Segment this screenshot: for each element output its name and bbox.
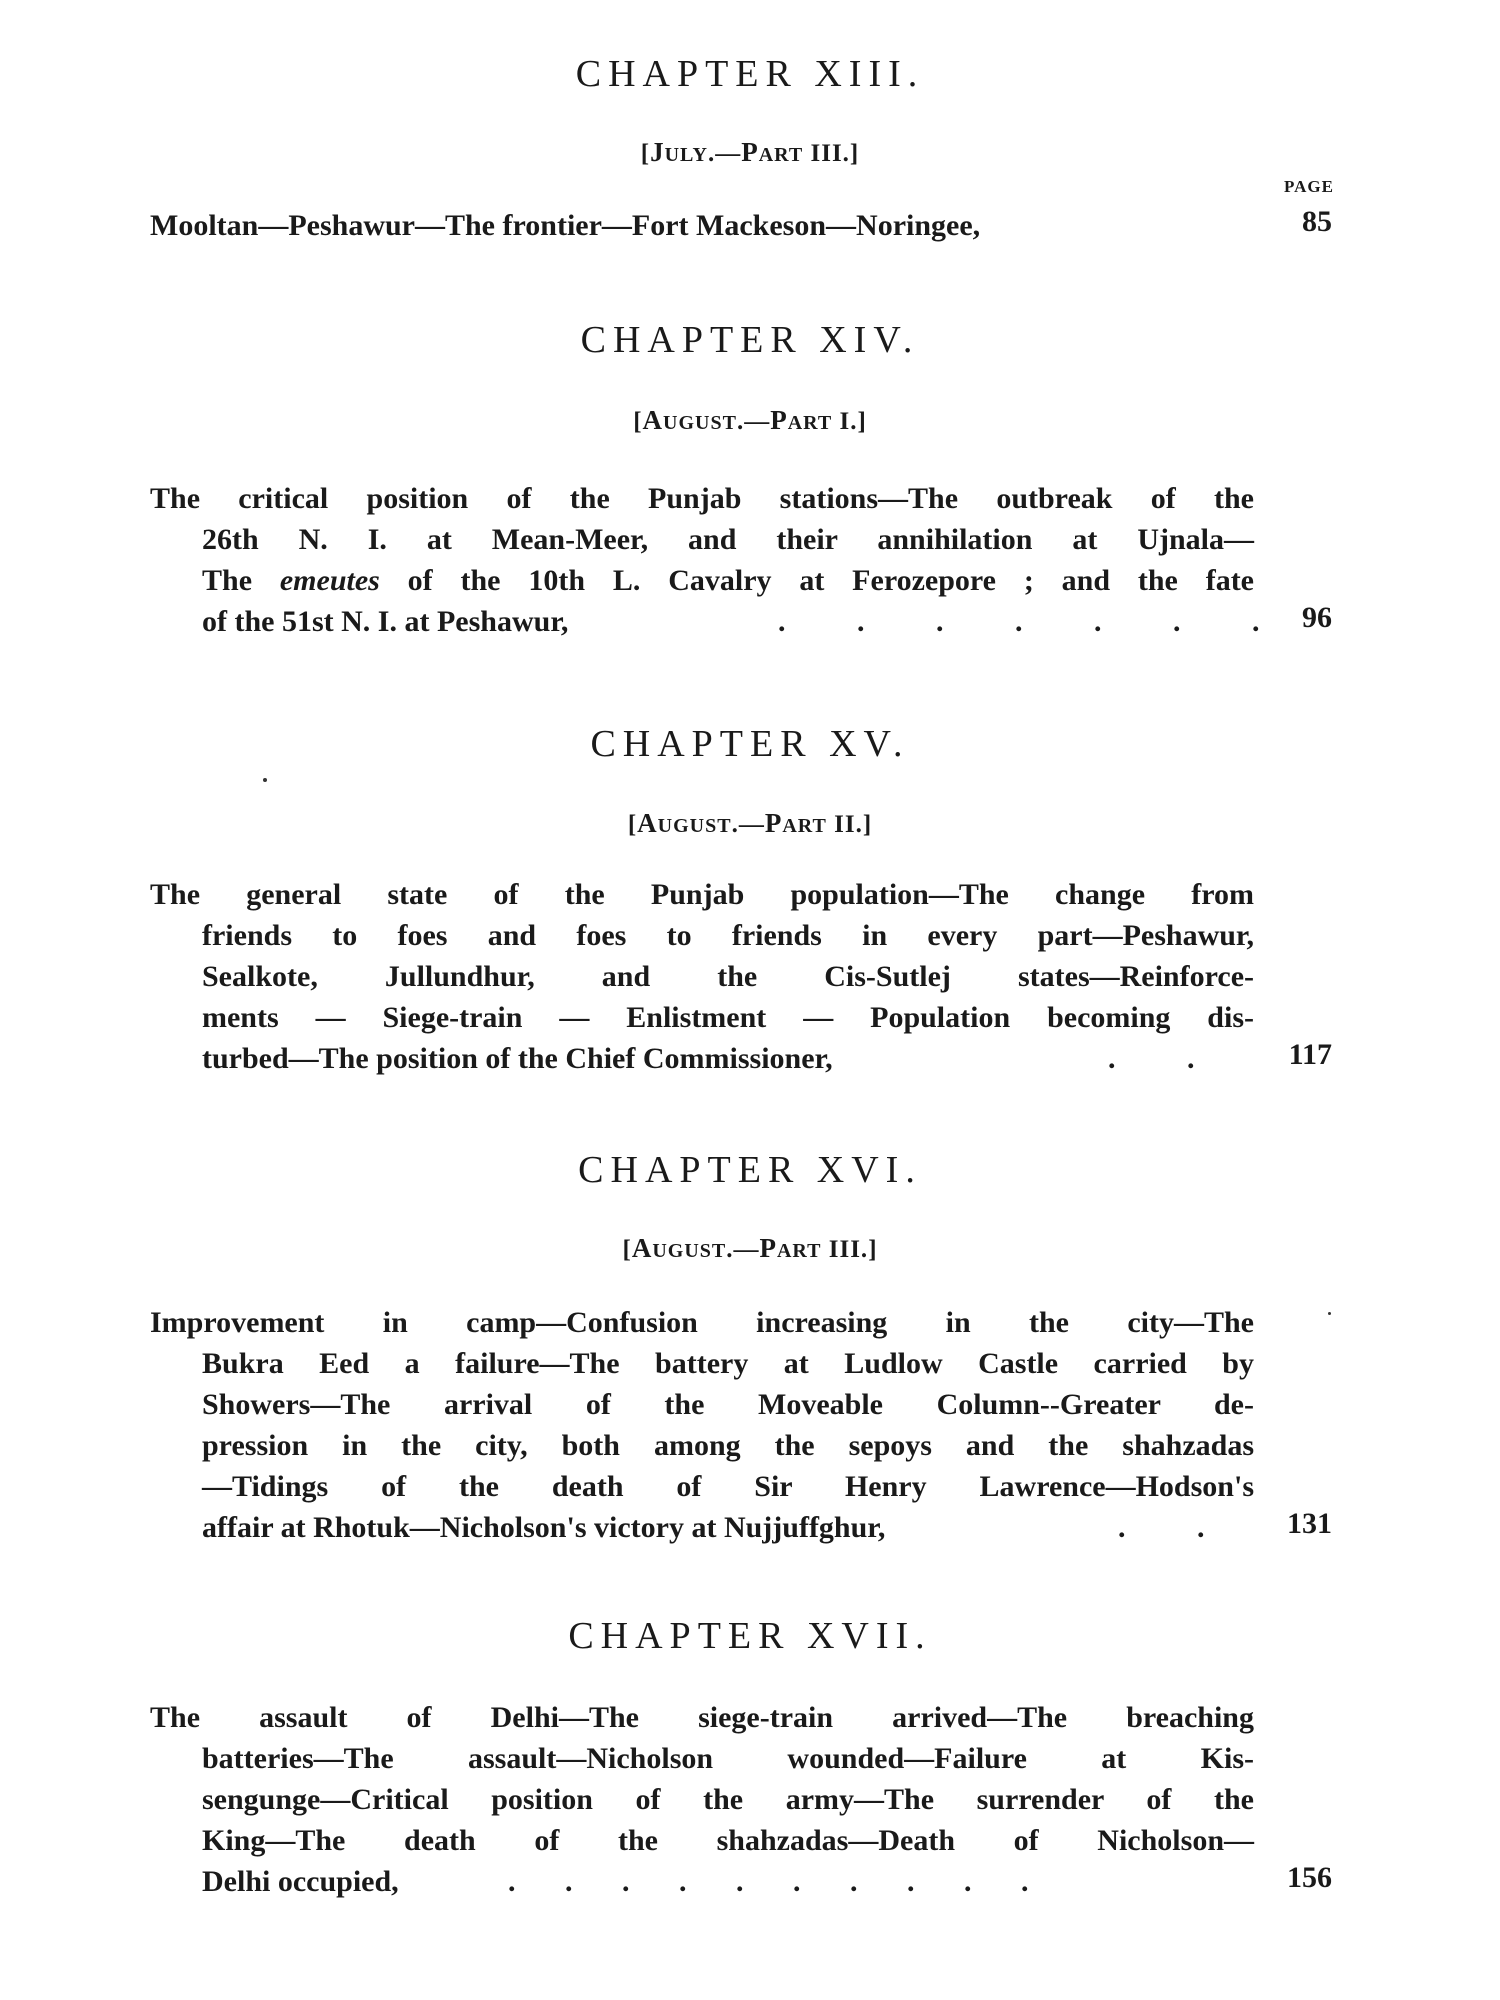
summary-line: ments — Siege-train — Enlistment — Population becoming dis- bbox=[202, 1001, 1254, 1034]
summary-line: The assault of Delhi—The siege-train arrived—The breaching bbox=[150, 1701, 1254, 1734]
chapter-summary bbox=[150, 205, 1250, 246]
summary-line: —Tidings of the death of Sir Henry Lawrence—Hodson's bbox=[202, 1470, 1254, 1503]
page-column-header: PAGE bbox=[1284, 177, 1334, 196]
summary-line: sengunge—Critical position of the army—The surrender of the bbox=[202, 1783, 1254, 1816]
summary-line: Delhi occupied, bbox=[202, 1865, 399, 1898]
summary-line: Bukra Eed a failure—The battery at Ludlow Castle carried by bbox=[202, 1347, 1254, 1380]
summary-line: King—The death of the shahzadas—Death of Nicholson— bbox=[202, 1824, 1254, 1857]
summary-line: turbed—The position of the Chief Commissioner, bbox=[202, 1042, 833, 1075]
summary-line: Sealkote, Jullundhur, and the Cis-Sutlej states—Reinforce- bbox=[202, 960, 1254, 993]
page-number: 131 bbox=[1287, 1507, 1332, 1540]
summary-line: of the 51st N. I. at Peshawur, bbox=[202, 605, 569, 638]
page-number: 117 bbox=[1288, 1038, 1332, 1071]
chapter-summary bbox=[150, 874, 1254, 1079]
part-label: [AUGUST.—PART II.] bbox=[627, 808, 873, 838]
summary-line: Improvement in camp—Confusion increasing in the city—The bbox=[150, 1306, 1254, 1339]
part-label: [AUGUST.—PART I.] bbox=[633, 405, 867, 435]
part-label: [AUGUST.—PART III.] bbox=[622, 1233, 878, 1263]
chapter-summary bbox=[150, 1302, 1254, 1548]
summary-line: batteries—The assault—Nicholson wounded—Failure at Kis- bbox=[202, 1742, 1254, 1775]
page-number: 156 bbox=[1287, 1861, 1332, 1894]
part-label: [JULY.—PART III.] bbox=[640, 137, 860, 167]
summary-line: pression in the city, both among the sepoys and the shahzadas bbox=[202, 1429, 1254, 1462]
book-page: CHAPTER XIII. [JULY.—PART III.] PAGE Mooltan—Peshawur—The frontier—Fort Mackeson—Noringee, 85 CHAPTER XIV. [AUGUST.—PART I.] The critical position of the Punjab stations—The outbreak of the 26th N. I. at Mean-Meer, and their annihilation at Ujnala— The emeutes of the 10th L. Cavalry at Ferozepore ; and the fate of the 51st N. I. at Peshawur, . . . . . . . 96 CHAPTER XV. [AUGUST.—PART II.] The general state of the Punjab population—The change from friends to foes and foes to friends in every part—Peshawur, Sealkote, Jullundhur, and the Cis-Sutlej states—Reinforce- ments — Siege-train — Enlistment — Population becoming dis- turbed—The position of the Chief Commissioner, . . 117 CHAPTER XVI. [AUGUST.—PART III.] Improvement in camp—Confusion increasing in the city—The Bukra Eed a failure—The battery at Ludlow Castle carried by Showers—The arrival of the Moveable Column--Greater de- pression in the city, both among the sepoys and the shahzadas —Tidings of the death of Sir Henry Lawrence—Hodson's affair at Rhotuk—Nicholson's victory at Nujjuffghur, . . 131 CHAPTER XVII. The assault of Delhi—The siege-train arrived—The breaching batteries—The assault—Nicholson wounded—Failure at Kis- sengunge—Critical position of the army—The surrender of the King—The death of the shahzadas—Death of Nicholson— Delhi occupied, . . . . . . . . . . 156 bbox=[0, 0, 1500, 2000]
summary-line: friends to foes and foes to friends in every part—Peshawur, bbox=[202, 919, 1254, 952]
summary-line: The emeutes of the 10th L. Cavalry at Ferozepore ; and the fate bbox=[202, 564, 1255, 597]
page-number: 85 bbox=[1302, 205, 1332, 238]
summary-line: 26th N. I. at Mean-Meer, and their annihilation at Ujnala— bbox=[202, 523, 1254, 556]
summary-line: The critical position of the Punjab stations—The outbreak of the bbox=[150, 482, 1254, 515]
chapter-heading: CHAPTER XIII. bbox=[575, 53, 925, 95]
chapter-heading: CHAPTER XVI. bbox=[578, 1149, 922, 1191]
summary-line: The general state of the Punjab population—The change from bbox=[150, 878, 1254, 911]
page-number: 96 bbox=[1302, 601, 1332, 634]
summary-line: Mooltan—Peshawur—The frontier—Fort Mackeson—Noringee, bbox=[150, 209, 981, 242]
summary-line: Showers—The arrival of the Moveable Column--Greater de- bbox=[202, 1388, 1254, 1421]
print-speck bbox=[263, 778, 267, 782]
chapter-heading: CHAPTER XVII. bbox=[568, 1615, 932, 1657]
print-speck bbox=[1328, 1312, 1331, 1315]
chapter-heading: CHAPTER XV. bbox=[590, 723, 910, 765]
chapter-heading: CHAPTER XIV. bbox=[580, 319, 920, 361]
summary-line: affair at Rhotuk—Nicholson's victory at Nujjuffghur, bbox=[202, 1511, 886, 1544]
